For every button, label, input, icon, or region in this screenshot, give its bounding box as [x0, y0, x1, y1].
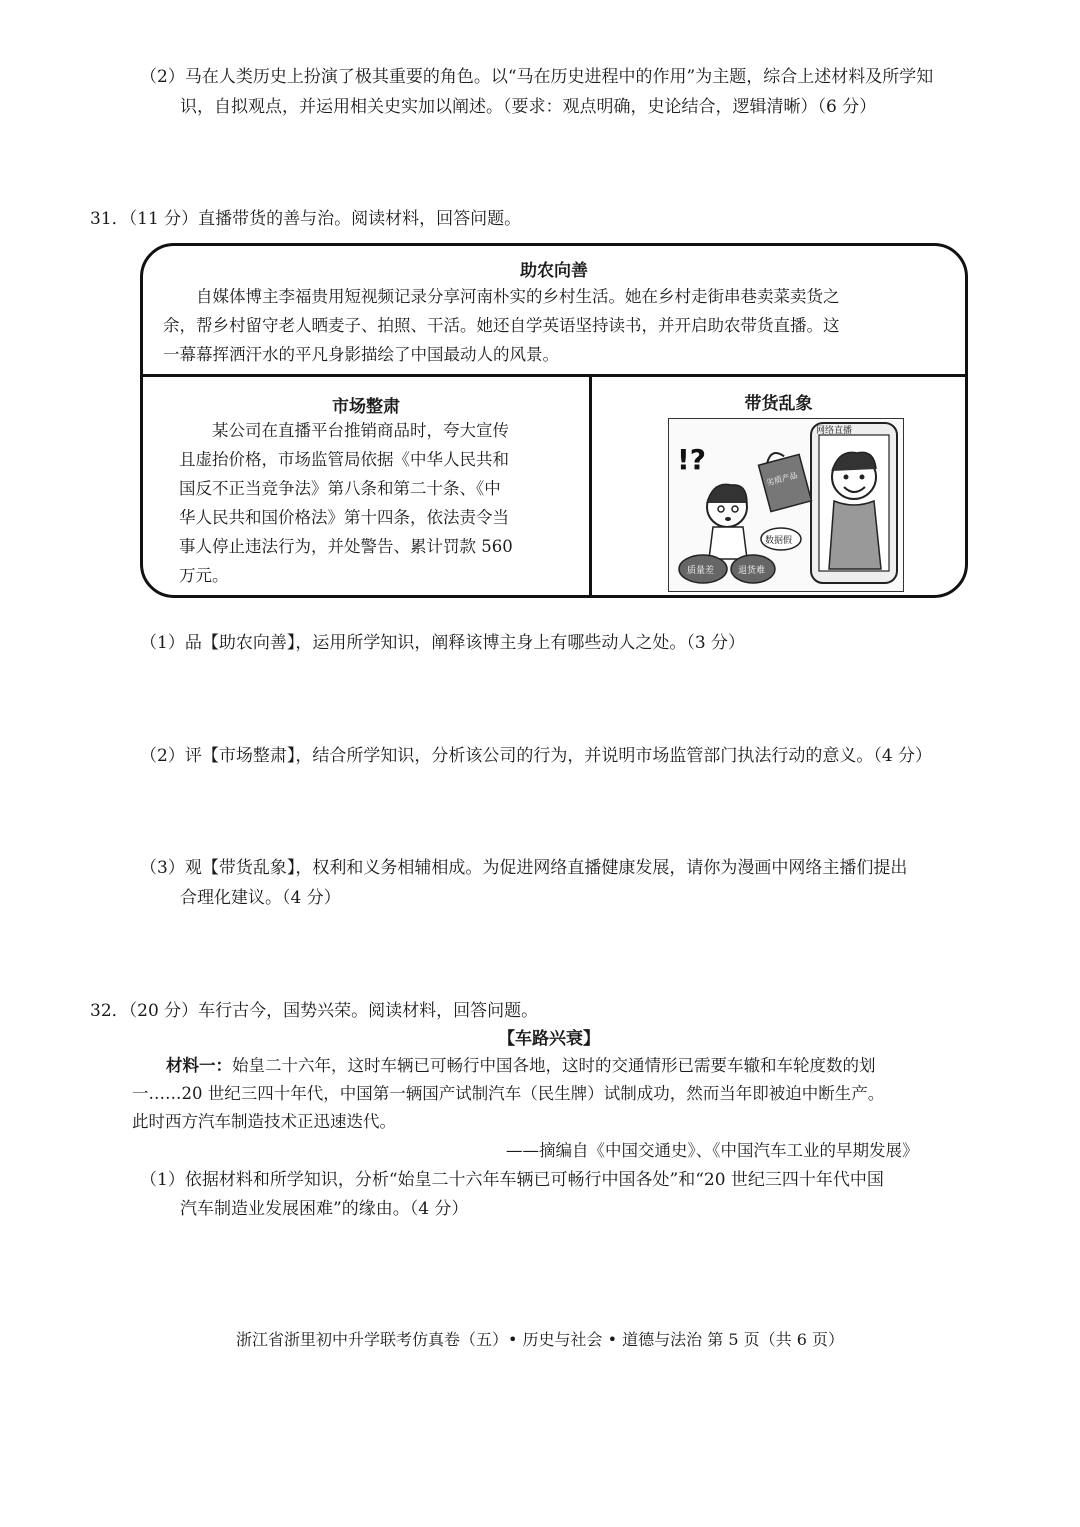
q31-material-box — [140, 243, 968, 598]
q32-material-line3: 此时西方汽车制造技术正迅速迭代。 — [132, 1112, 396, 1131]
q32-heading: 32．（20 分）车行古今，国势兴荣。阅读材料，回答问题。 — [90, 1001, 539, 1021]
q30-sub2-line2: 识，自拟观点，并运用相关史实加以阐述。（要求：观点明确，史论结合，逻辑清晰）（6 分） — [180, 97, 877, 117]
rock-quality-label: 质量差 — [687, 566, 715, 576]
material-text: 始皇二十六年，这时车辆已可畅行中国各地，这时的交通情形已需要车辙和车轮度数的划 — [232, 1056, 876, 1075]
q32-section-title: 【车路兴衰】 — [498, 1029, 600, 1049]
material-label: 材料一： — [166, 1056, 232, 1075]
shichang-line: 且虚抬价格，市场监管局依据《中华人民共和 — [179, 450, 509, 469]
q32-material-line2: 一……20 世纪三四十年代，中国第一辆国产试制汽车（民生牌）试制成功，然而当年即被迫中断生产。 — [132, 1084, 885, 1103]
cartoon-svg — [669, 419, 903, 591]
box-title-shichang: 市场整肃 — [332, 397, 400, 417]
box-horizontal-divider — [143, 374, 965, 377]
shichang-line: 某公司在直播平台推销商品时，夸大宣传 — [212, 421, 509, 440]
q32-sub1-line2: 汽车制造业发展困难”的缘由。（4 分） — [180, 1199, 469, 1219]
shichang-line: 国反不正当竞争法》第八条和第二十条、《中 — [179, 479, 501, 498]
q31-sub2: （2）评【市场整肃】，结合所学知识，分析该公司的行为，并说明市场监管部门执法行动的意义。（4 分） — [140, 746, 933, 766]
box-shichang-text — [179, 416, 579, 590]
cartoon-illustration — [668, 418, 904, 592]
bag-label: 劣质产品 — [765, 470, 799, 488]
q31-sub3-line1: （3）观【带货乱象】，权利和义务相辅相成。为促进网络直播健康发展，请你为漫画中网络主播们提出 — [140, 858, 908, 878]
shichang-line: 万元。 — [179, 566, 229, 585]
zhunong-line: 余，帮乡村留守老人晒麦子、拍照、干活。她还自学英语坚持读书，并开启助农带货直播。这 — [163, 316, 840, 335]
q32-material-line1 — [166, 1052, 876, 1076]
screen-label: 网络直播 — [816, 426, 853, 436]
q31-heading: 31．（11 分）直播带货的善与治。阅读材料，回答问题。 — [90, 209, 522, 229]
page-footer: 浙江省浙里初中升学联考仿真卷（五）• 历史与社会 • 道德与法治 第 5 页（共 6 页） — [236, 1330, 844, 1349]
box-zhunong-text — [163, 282, 963, 369]
q31-sub1: （1）品【助农向善】，运用所学知识，阐释该博主身上有哪些动人之处。（3 分） — [140, 633, 746, 653]
box-title-zhunong: 助农向善 — [520, 261, 588, 281]
q32-sub1-line1: （1）依据材料和所学知识，分析“始皇二十六年车辆已可畅行中国各处”和“20 世纪三四十年代中国 — [140, 1170, 884, 1190]
shichang-line: 华人民共和国价格法》第十四条，依法责令当 — [179, 508, 509, 527]
exclaim-question-icon: !? — [677, 443, 707, 476]
rock-return-label: 退货难 — [738, 566, 766, 576]
q30-sub2-line1: （2）马在人类历史上扮演了极其重要的角色。以“马在历史进程中的作用”为主题，综合上述材料及所学知 — [140, 67, 934, 87]
q31-sub3-line2: 合理化建议。（4 分） — [180, 888, 341, 908]
shichang-line: 事人停止违法行为，并处警告、累计罚款 560 — [179, 537, 513, 556]
data-tag-label: 数据假 — [765, 536, 793, 546]
box-title-daihuo: 带货乱象 — [744, 394, 813, 414]
zhunong-line: 自媒体博主李福贵用短视频记录分享河南朴实的乡村生活。她在乡村走街串巷卖菜卖货之 — [196, 287, 840, 306]
q32-source: ——摘编自《中国交通史》、《中国汽车工业的早期发展》 — [506, 1141, 919, 1160]
buyer-body — [709, 527, 747, 559]
streamer-body — [829, 501, 881, 569]
zhunong-line: 一幕幕挥洒汗水的平凡身影描绘了中国最动人的风景。 — [163, 345, 559, 364]
